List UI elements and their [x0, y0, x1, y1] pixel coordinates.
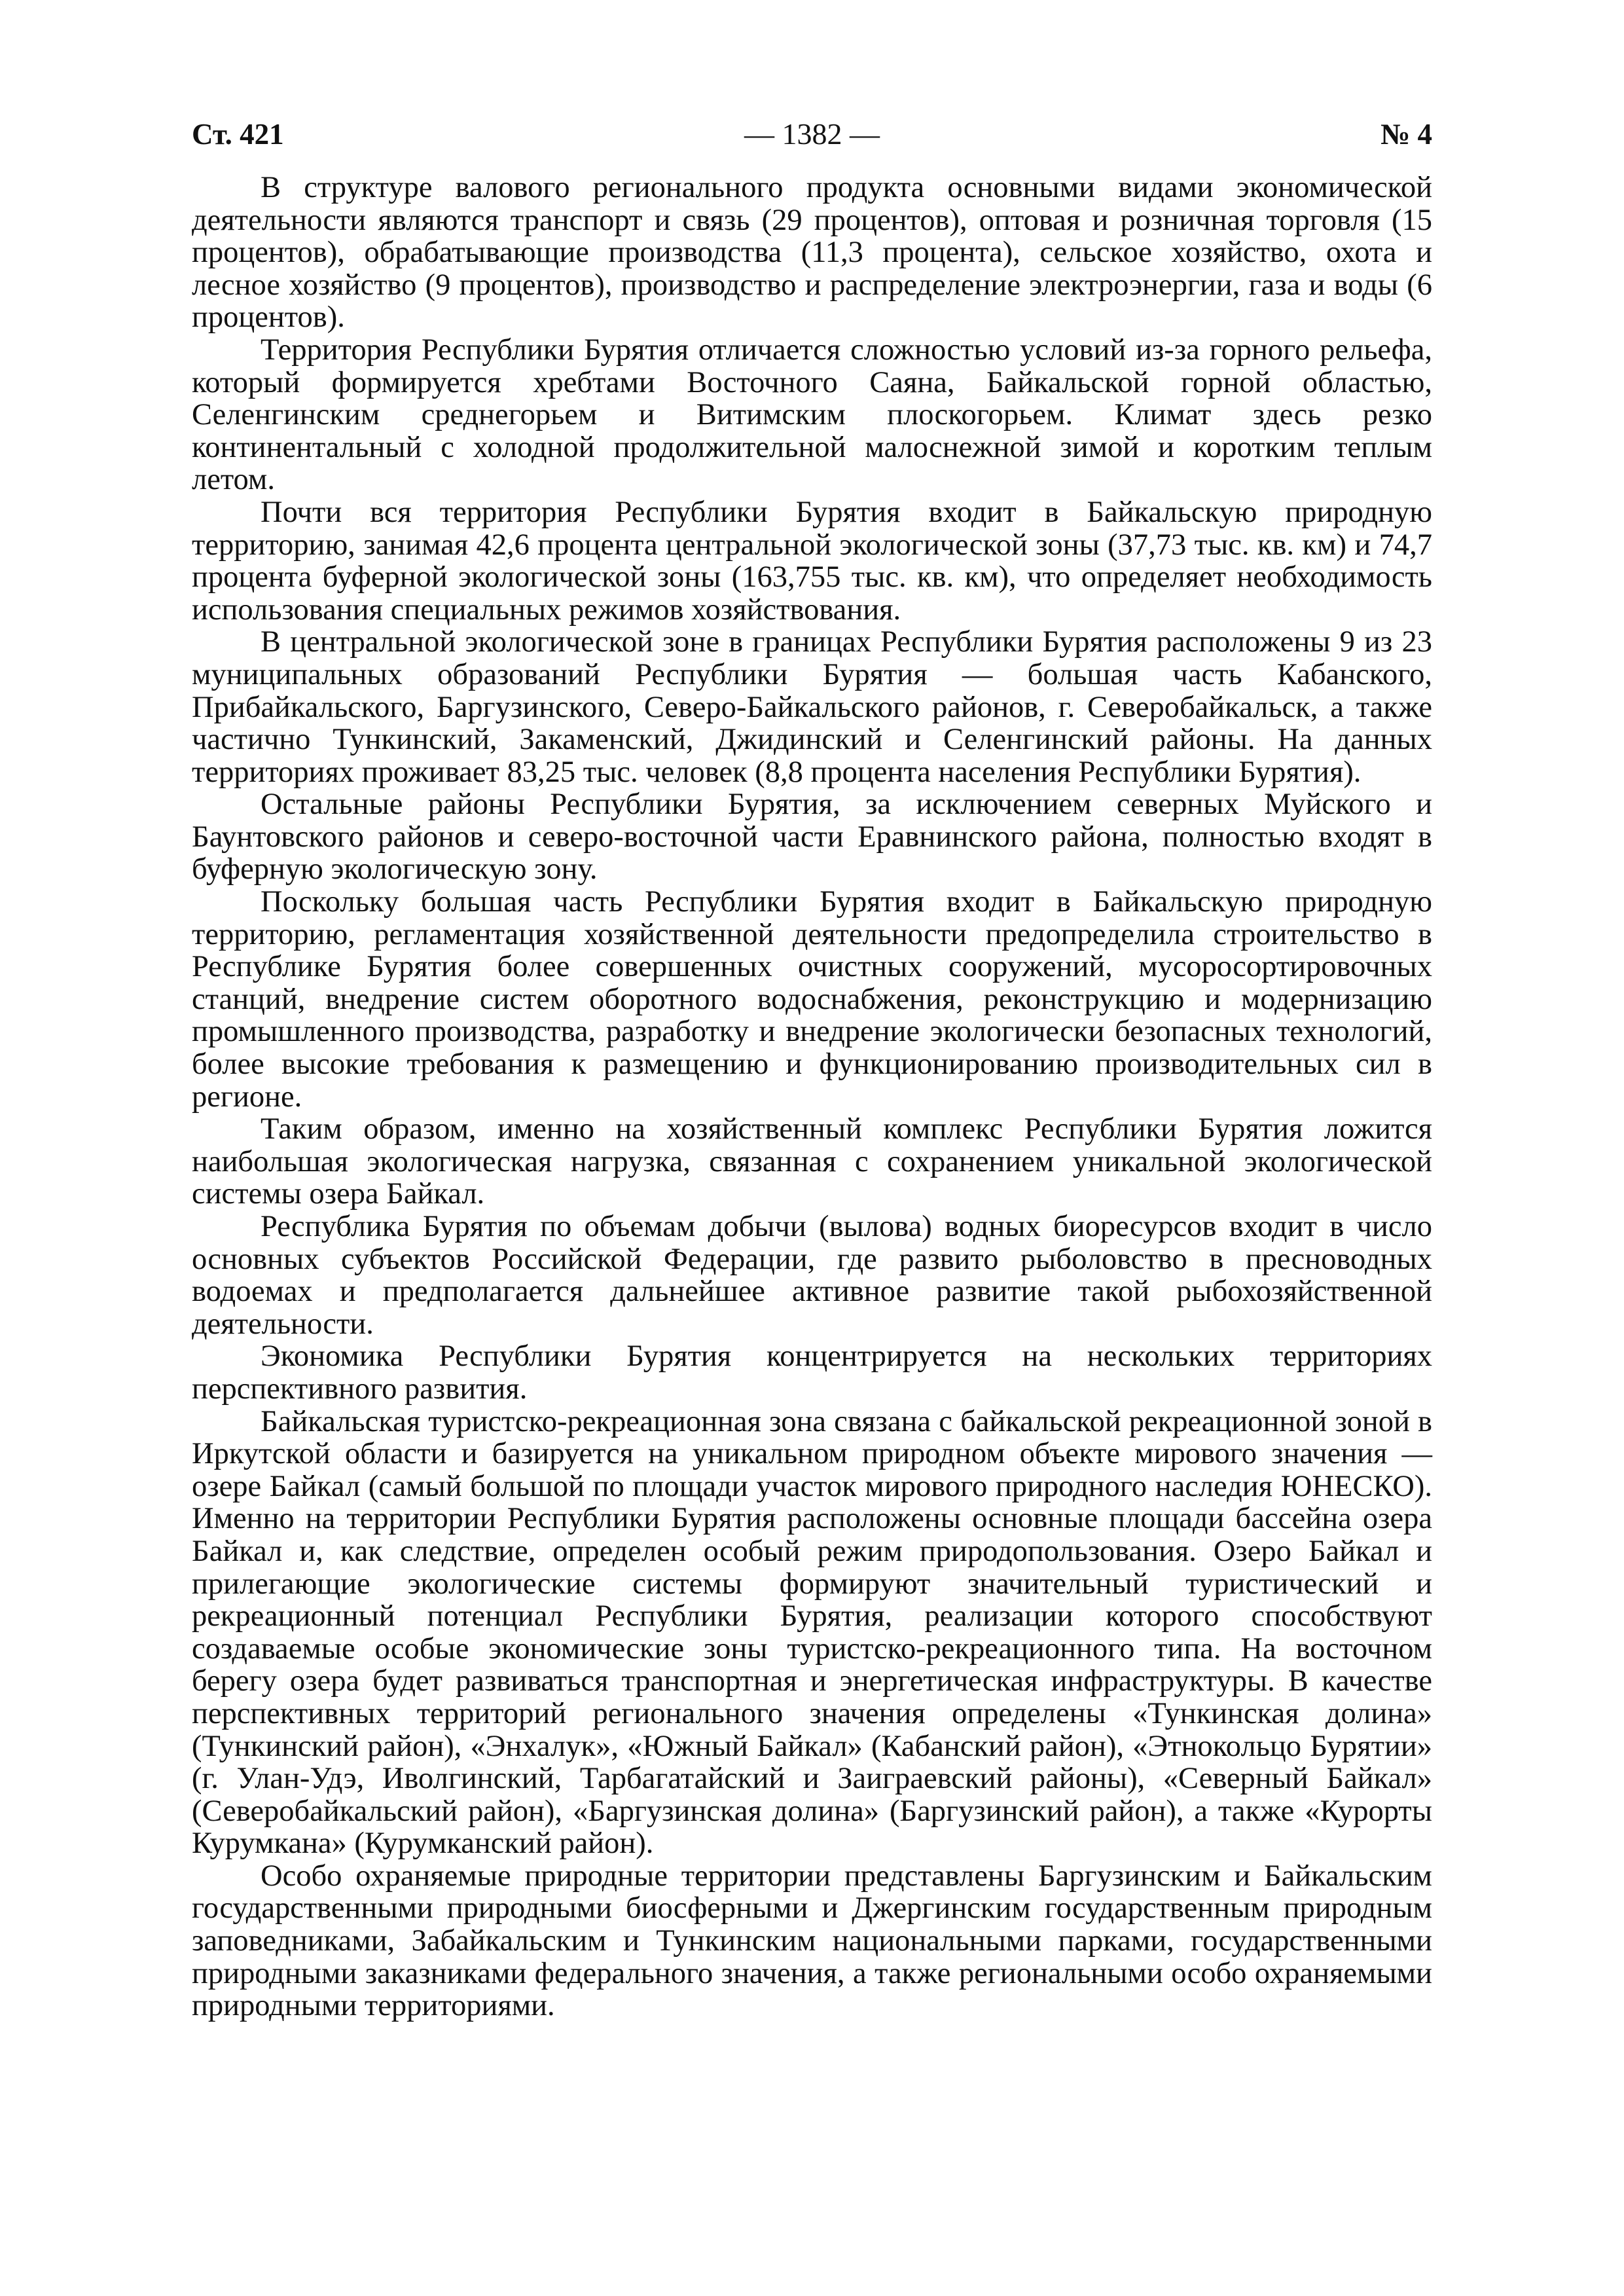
paragraph: В структуре валового регионального продукта основными видами экономической деятельности являются транспорт и связь (29 процентов), оптовая и розничная торговля (15 процентов), обрабатывающие производства (11,3 процента), сельское хозяйство, охота и лесное хозяйство (9 процентов), производство и распределение электроэнергии, газа и воды (6 процентов). [192, 171, 1432, 335]
paragraph: Особо охраняемые природные территории представлены Баргузинским и Байкальским государственными природными биосферными и Джергинским государственным природным заповедниками, Забайкальским и Тункинским национальными парками, государственными природными заказниками федерального значения, а также региональными особо охраняемыми природными территориями. [192, 1859, 1432, 2023]
issue-number: № 4 [1380, 118, 1432, 151]
page-number: — 1382 — [744, 117, 880, 151]
paragraph: Почти вся территория Республики Бурятия входит в Байкальскую природную территорию, занимая 42,6 процента центральной экологической зоны (37,73 тыс. кв. км) и 74,7 процента буферной экологической зоны (163,755 тыс. кв. км), что определяет необходимость использования специальных режимов хозяйствования. [192, 495, 1432, 627]
paragraph: В центральной экологической зоне в границах Республики Бурятия расположены 9 из 23 муниципальных образований Республики Бурятия — большая часть Кабанского, Прибайкальского, Баргузинского, Северо-Байкальского районов, г. Северобайкальск, а также частично Тункинский, Закаменский, Джидинский и Селенгинский районы. На данных территориях проживает 83,25 тыс. человек (8,8 процента населения Республики Бурятия). [192, 625, 1432, 789]
paragraph: Республика Бурятия по объемам добычи (вылова) водных биоресурсов входит в число основных субъектов Российской Федерации, где развито рыболовство в пресноводных водоемах и предполагается дальнейшее активное развитие такой рыбохозяйственной деятельности. [192, 1210, 1432, 1341]
paragraph: Территория Республики Бурятия отличается сложностью условий из-за горного рельефа, который формируется хребтами Восточного Саяна, Байкальской горной областью, Селенгинским среднегорьем и Витимским плоскогорьем. Климат здесь резко континентальный с холодной продолжительной малоснежной зимой и коротким теплым летом. [192, 333, 1432, 497]
paragraph: Экономика Республики Бурятия концентрируется на нескольких территориях перспективного развития. [192, 1339, 1432, 1406]
paragraph: Таким образом, именно на хозяйственный комплекс Республики Бурятия ложится наибольшая экологическая нагрузка, связанная с сохранением уникальной экологической системы озера Байкал. [192, 1112, 1432, 1211]
document-body [192, 172, 1432, 2022]
paragraph: Остальные районы Республики Бурятия, за исключением северных Муйского и Баунтовского районов и северо-восточной части Еравнинского района, полностью входят в буферную экологическую зону. [192, 788, 1432, 886]
page-header [192, 111, 1432, 157]
paragraph: Байкальская туристско-рекреационная зона связана с байкальской рекреационной зоной в Иркутской области и базируется на уникальном природном объекте мирового значения — озере Байкал (самый большой по площади участок мирового природного наследия ЮНЕСКО). Именно на территории Республики Бурятия расположены основные площади бассейна озера Байкал и, как следствие, определен особый режим природопользования. Озеро Байкал и прилегающие экологические системы формируют значительный туристический и рекреационный потенциал Республики Бурятия, реализации которого способствуют создаваемые особые экономические зоны туристско-рекреационного типа. На восточном берегу озера будет развиваться транспортная и энергетическая инфраструктуры. В качестве перспективных территорий регионального значения определены «Тункинская долина» (Тункинский район), «Энхалук», «Южный Байкал» (Кабанский район), «Этнокольцо Бурятии» (г. Улан-Удэ, Иволгинский, Тарбагатайский и Заиграевский районы), «Северный Байкал» (Северобайкальский район), «Баргузинская долина» (Баргузинский район), а также «Курорты Курумкана» (Курумканский район). [192, 1404, 1432, 1861]
article-number: Ст. 421 [192, 118, 284, 151]
paragraph: Поскольку большая часть Республики Бурятия входит в Байкальскую природную территорию, регламентация хозяйственной деятельности предопределила строительство в Республике Бурятия более совершенных очистных сооружений, мусоросортировочных станций, внедрение систем оборотного водоснабжения, реконструкцию и модернизацию промышленного производства, разработку и внедрение экологически безопасных технологий, более высокие требования к размещению и функционированию производительных сил в регионе. [192, 885, 1432, 1114]
